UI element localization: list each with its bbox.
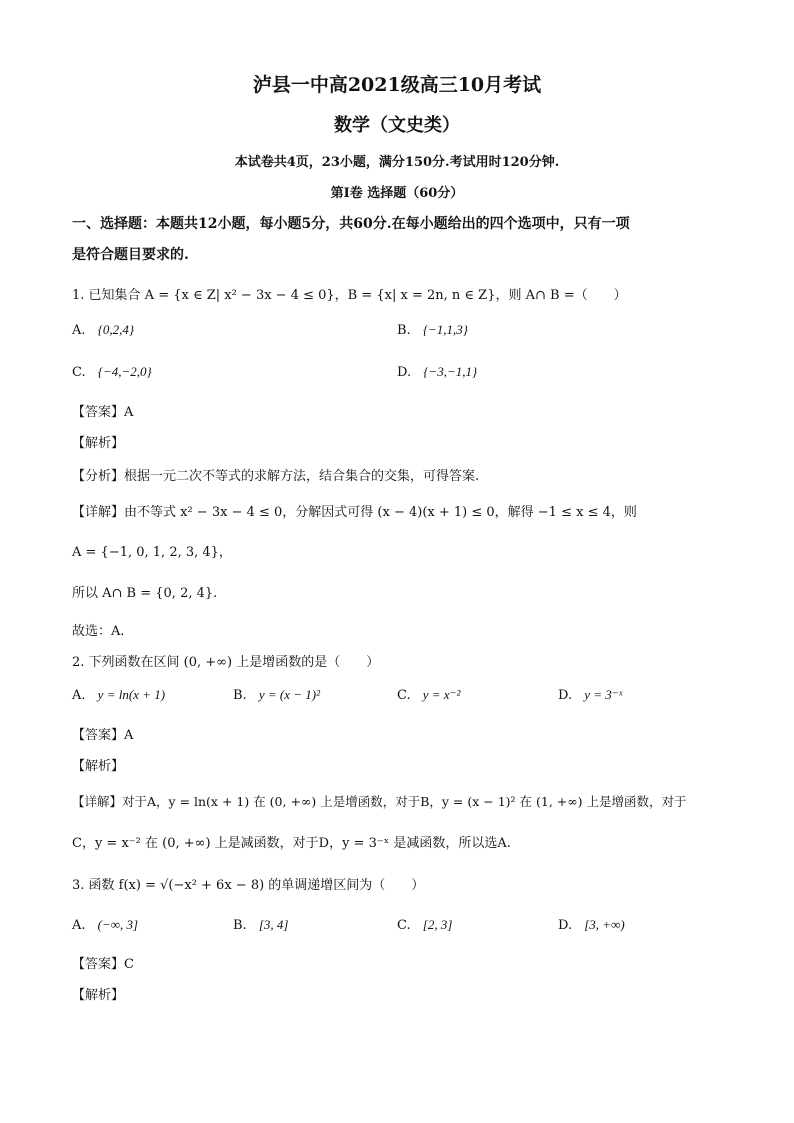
exam-note: 本试卷共4页，23小题，满分150分.考试用时120分钟.	[234, 155, 560, 170]
q1-detail-1: 【详解】由不等式 x² − 3x − 4 ≤ 0，分解因式可得 (x − 4)(x + 1) ≤ 0，解得 −1 ≤ x ≤ 4，则	[72, 505, 637, 520]
option-text: (−∞, 3]	[97, 917, 139, 932]
option-text: {−4,−2,0}	[97, 364, 152, 379]
option-label: C.	[72, 365, 86, 380]
q1-fenxi: 【分析】根据一元二次不等式的求解方法，结合集合的交集，可得答案.	[72, 469, 480, 484]
q2-stem: 2. 下列函数在区间 (0, +∞) 上是增函数的是（ ）	[72, 655, 380, 670]
option-text: {0,2,4}	[97, 322, 135, 337]
option-label: D.	[558, 918, 573, 933]
part-instructions-line1: 一、选择题：本题共12小题，每小题5分，共60分.在每小题给出的四个选项中，只有一项	[72, 216, 630, 232]
q1-option-b	[397, 322, 468, 338]
q3-option-d	[558, 917, 625, 933]
option-text: [3, +∞)	[584, 917, 625, 932]
option-text: {−1,1,3}	[422, 322, 468, 337]
q3-analysis-tag: 【解析】	[72, 988, 125, 1003]
option-label: B.	[233, 918, 247, 933]
option-label: C.	[397, 918, 411, 933]
q2-detail-2: C，y = x⁻² 在 (0, +∞) 上是减函数，对于D，y = 3⁻ˣ 是减函数，所以选A.	[72, 836, 511, 851]
option-label: C.	[397, 688, 411, 703]
q2-option-b	[233, 687, 320, 703]
q1-option-d	[397, 364, 477, 380]
q1-detail-2: A = {−1, 0, 1, 2, 3, 4}，	[72, 545, 232, 560]
q3-stem: 3. 函数 f(x) = √(−x² + 6x − 8) 的单调递增区间为（ ）	[72, 878, 425, 893]
q2-detail-1: 【详解】对于A，y = ln(x + 1) 在 (0, +∞) 上是增函数，对于B，y = (x − 1)² 在 (1, +∞) 上是增函数，对于	[72, 794, 687, 809]
q1-detail-3: 所以 A∩ B = {0, 2, 4}.	[72, 586, 218, 601]
q2-analysis-tag: 【解析】	[72, 759, 125, 774]
section-label: 第I卷 选择题（60分）	[330, 186, 464, 201]
q3-option-c	[397, 917, 452, 933]
q3-option-a	[72, 917, 138, 933]
option-text: {−3,−1,1}	[423, 364, 478, 379]
option-label: D.	[558, 688, 573, 703]
option-text: [2, 3]	[422, 917, 453, 932]
q3-answer: 【答案】C	[72, 957, 134, 972]
option-label: A.	[72, 918, 86, 933]
page-subtitle: 数学（文史类）	[334, 115, 460, 136]
part-instructions-line2: 是符合题目要求的.	[72, 247, 189, 263]
q1-option-a	[72, 322, 134, 338]
option-label: A.	[72, 688, 86, 703]
q2-option-a	[72, 687, 165, 703]
option-text: y = (x − 1)²	[258, 687, 320, 702]
q1-stem: 1. 已知集合 A = {x ∈ Z| x² − 3x − 4 ≤ 0}，B = {x| x = 2n, n ∈ Z}，则 A∩ B =（ ）	[72, 288, 627, 303]
option-label: D.	[397, 365, 412, 380]
option-label: A.	[72, 323, 86, 338]
q2-option-c	[397, 687, 460, 703]
option-text: [3, 4]	[258, 917, 289, 932]
q1-answer: 【答案】A	[72, 405, 134, 420]
q1-option-c	[72, 364, 152, 380]
option-text: y = ln(x + 1)	[97, 687, 166, 702]
option-text: y = 3⁻ˣ	[584, 687, 623, 702]
page-title: 泸县一中高2021级高三10月考试	[252, 74, 542, 96]
q2-answer: 【答案】A	[72, 728, 134, 743]
option-label: B.	[397, 323, 411, 338]
option-label: B.	[233, 688, 247, 703]
q1-detail-4: 故选：A.	[72, 624, 125, 639]
option-text: y = x⁻²	[422, 687, 461, 702]
q1-analysis-tag: 【解析】	[72, 436, 125, 451]
q3-option-b	[233, 917, 288, 933]
q2-option-d	[558, 687, 622, 703]
